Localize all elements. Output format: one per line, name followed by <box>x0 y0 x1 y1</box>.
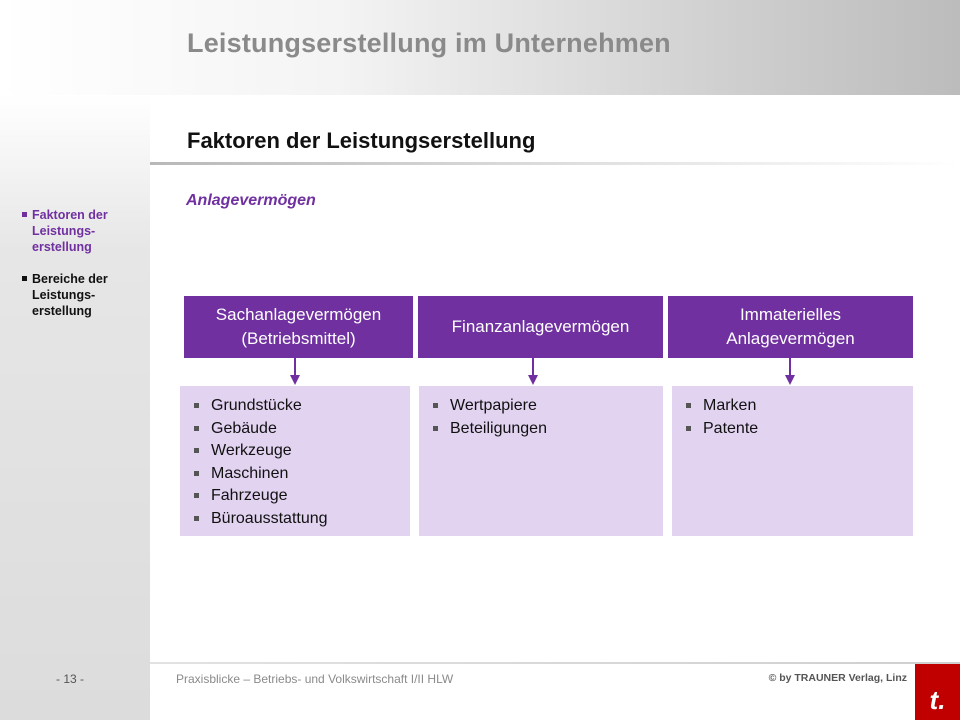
page-number: - 13 - <box>56 672 85 686</box>
arrow-down-icon <box>785 358 795 386</box>
title-divider <box>150 162 960 165</box>
footer-book-title: Praxisblicke – Betriebs- und Volkswirtschaft I/II HLW <box>176 672 454 686</box>
items-box-finanzanlagevermoegen <box>419 386 663 536</box>
items-box-sachanlagevermoegen <box>180 386 410 536</box>
sidebar-item-label: Faktoren der Leistungs- erstellung <box>32 208 108 254</box>
list-item: Gebäude <box>193 418 410 441</box>
section-label: Anlagevermögen <box>186 192 316 209</box>
list-item: Marken <box>685 395 913 418</box>
arrow-down-icon <box>528 358 538 386</box>
arrow-down-icon <box>290 358 300 386</box>
bullet-icon <box>22 276 27 281</box>
list-item: Büroausstattung <box>193 508 410 531</box>
trauner-logo: t. <box>915 664 960 720</box>
sidebar-item-label: Bereiche der Leistungs- erstellung <box>32 272 108 318</box>
list-item: Werkzeuge <box>193 440 410 463</box>
list-item: Grundstücke <box>193 395 410 418</box>
list-item: Fahrzeuge <box>193 485 410 508</box>
sidebar-item-faktoren[interactable] <box>22 207 142 255</box>
list-item: Wertpapiere <box>432 395 663 418</box>
bullet-icon <box>22 212 27 217</box>
list-item: Beteiligungen <box>432 418 663 441</box>
category-box-finanzanlagevermoegen: Finanzanlagevermögen <box>418 296 663 358</box>
category-box-sachanlagevermoegen: Sachanlagevermögen (Betriebsmittel) <box>184 296 413 358</box>
items-box-immaterielles <box>672 386 913 536</box>
category-box-immaterielles: Immaterielles Anlagevermögen <box>668 296 913 358</box>
header-band <box>0 0 960 95</box>
list-item: Patente <box>685 418 913 441</box>
list-item: Maschinen <box>193 463 410 486</box>
page-title: Leistungserstellung im Unternehmen <box>187 28 671 58</box>
section-title: Faktoren der Leistungserstellung <box>187 128 536 153</box>
sidebar-item-bereiche[interactable] <box>22 271 142 319</box>
sidebar <box>0 95 150 720</box>
footer-divider <box>150 662 960 664</box>
footer-copyright: © by TRAUNER Verlag, Linz <box>768 672 907 684</box>
